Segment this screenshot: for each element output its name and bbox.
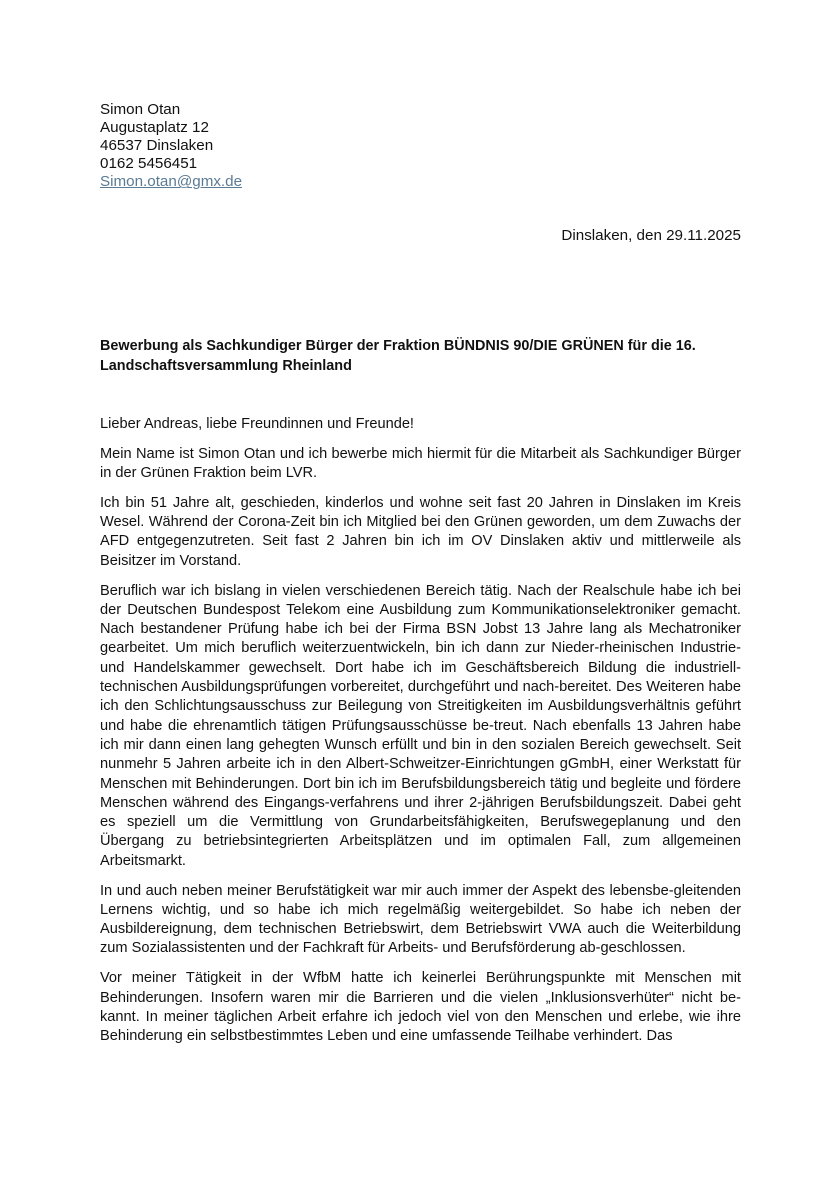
sender-address-block: [100, 101, 242, 191]
date-line: Dinslaken, den 29.11.2025: [561, 227, 741, 244]
paragraph-career: Beruflich war ich bislang in vielen verschiedenen Bereich tätig. Nach der Realschule habe ich bei der Deutschen Bundespost Telekom eine Ausbildung zum Kommunikationselektroniker gemacht. Nach bestandener Prüfung habe ich bei der Firma BSN Jobst 13 Jahre lang als Mechatroniker gearbeitet. Um mich beruflich weiterzuentwickeln, bin ich dann zur Nieder-rheinischen Industrie- und Handelskammer gewechselt. Dort habe ich im Geschäftsbereich Bildung die industriell-technischen Ausbildungsprüfungen vorbereitet, durchgeführt und nach-bereitet. Des Weiteren habe ich den Schlichtungsausschuss zur Beilegung von Streitigkeiten im Ausbildungsverhältnis geführt und habe die ehrenamtlich tätigen Prüfungsausschüsse be-treut. Nach ebenfalls 13 Jahren habe ich mir dann einen lang gehegten Wunsch erfüllt und bin in den sozialen Bereich gewechselt. Seit nunmehr 5 Jahren arbeite ich in den Albert-Schweitzer-Einrichtungen gGmbH, einer Werkstatt für Menschen mit Behinderungen. Dort bin ich im Berufsbildungsbereich tätig und begleite und fördere Menschen während des Eingangs-verfahrens und ihrer 2-jährigen Berufsbildungszeit. Dabei geht es speziell um die Vermittlung von Grundarbeitsfähigkeiten, Berufswegeplanung und den Übergang zu betriebsintegrierten Arbeitsplätzen und im optimalen Fall, zum allgemeinen Arbeitsmarkt.: [100, 582, 741, 869]
paragraph-education: In und auch neben meiner Berufstätigkeit war mir auch immer der Aspekt des lebensbe-gleitenden Lernens wichtig, und so habe ich mich regelmäßig weitergebildet. So habe ich neben der Ausbildereignung, dem technischen Betriebswirt, dem Betriebswirt VWA auch die Weiterbildung zum Sozialassistenten und der Fachkraft für Arbeits- und Berufsförderung ab-geschlossen.: [100, 882, 741, 957]
paragraph-motivation: Vor meiner Tätigkeit in der WfbM hatte ich keinerlei Berührungspunkte mit Menschen mit Behinderungen. Insofern waren mir die Barrieren und die vielen „Inklusionsverhüter“ nicht be-kannt. In meiner täglichen Arbeit erfahre ich jedoch viel von den Menschen und erlebe, wie ihre Behinderung ein selbstbestimmtes Leben und eine umfassende Teilhabe verhindert. Das: [100, 970, 741, 1045]
sender-city: 46537 Dinslaken: [100, 137, 214, 155]
paragraph-introduction: Mein Name ist Simon Otan und ich bewerbe mich hiermit für die Mitarbeit als Sachkundiger Bürger in der Grünen Fraktion beim LVR.: [100, 445, 741, 482]
subject-line: Bewerbung als Sachkundiger Bürger der Fraktion BÜNDNIS 90/DIE GRÜNEN für die 16. Landschaftsversammlung Rheinland: [100, 338, 696, 374]
letter-body: [100, 415, 741, 1057]
greeting: Lieber Andreas, liebe Freundinnen und Freunde!: [100, 416, 414, 432]
sender-phone: 0162 5456451: [100, 155, 198, 173]
sender-name: Simon Otan: [100, 101, 181, 118]
sender-email-link[interactable]: Simon.otan@gmx.de: [100, 173, 243, 191]
sender-street: Augustaplatz 12: [100, 119, 209, 137]
paragraph-personal: Ich bin 51 Jahre alt, geschieden, kinderlos und wohne seit fast 20 Jahren in Dinslaken im Kreis Wesel. Während der Corona-Zeit bin ich Mitglied bei den Grünen geworden, um dem Zuwachs der AFD entgegenzutreten. Seit fast 2 Jahren bin ich im OV Dinslaken aktiv und mittlerweile als Beisitzer im Vorstand.: [100, 494, 741, 569]
